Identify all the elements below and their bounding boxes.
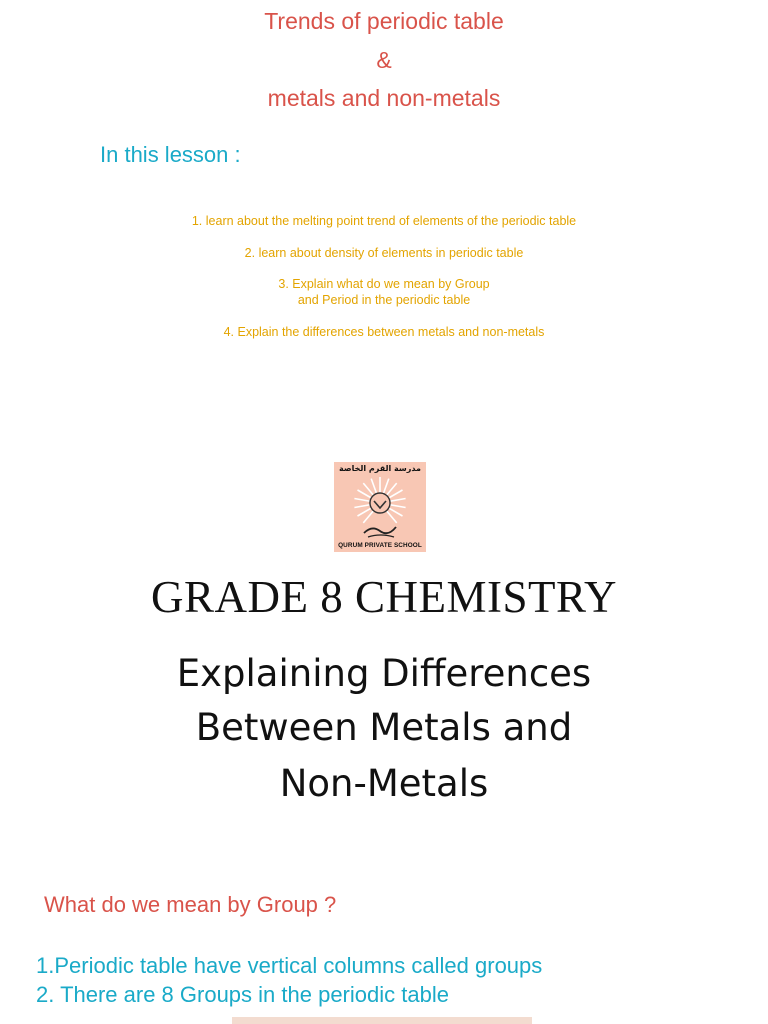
logo-school-name: QURUM PRIVATE SCHOOL	[338, 542, 422, 549]
sunburst-emblem-icon	[350, 475, 410, 541]
grade-title: GRADE 8 CHEMISTRY	[150, 572, 618, 622]
lesson-heading: In this lesson :	[100, 142, 241, 167]
subtitle-line: Between Metals and	[195, 706, 573, 749]
slide1-title-line1: Trends of periodic table	[264, 8, 504, 34]
subtitle-line: Non-Metals	[279, 762, 489, 805]
group-question: What do we mean by Group ?	[44, 892, 337, 917]
fact-item: 2. There are 8 Groups in the periodic table	[36, 982, 449, 1007]
objective-item: 4. Explain the differences between metals and non-metals	[223, 325, 545, 339]
slide1-title-line3: metals and non-metals	[267, 85, 501, 111]
subtitle-line: Explaining Differences	[176, 652, 592, 695]
objective-item: 2. learn about density of elements in periodic table	[244, 246, 524, 260]
logo-arabic-text: مدرسة القرم الخاصة	[339, 464, 421, 473]
objective-item: 3. Explain what do we mean by Group and Period in the periodic table	[278, 277, 490, 307]
fact-item: 1.Periodic table have vertical columns called groups	[36, 953, 543, 978]
next-slide-preview	[232, 1017, 532, 1024]
slide1-title-line2: &	[376, 47, 392, 73]
objective-item: 1. learn about the melting point trend of elements of the periodic table	[191, 214, 577, 228]
school-logo	[334, 462, 426, 552]
